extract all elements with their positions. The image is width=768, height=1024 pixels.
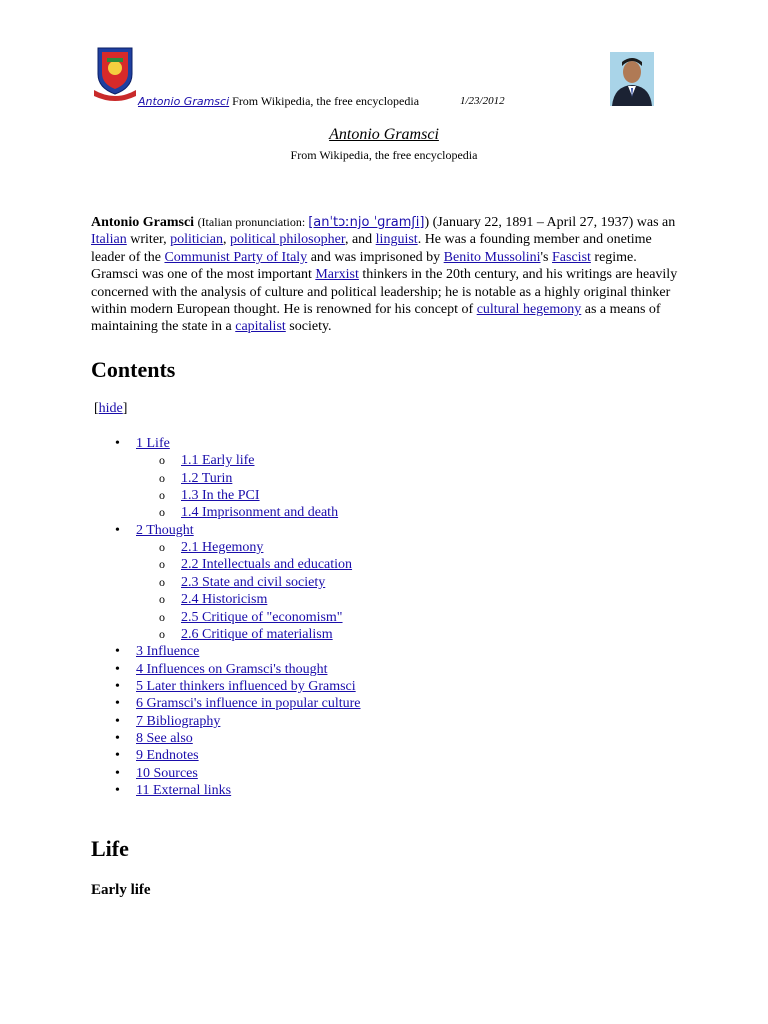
toc-item-link[interactable]: 2.6 Critique of materialism <box>181 627 333 642</box>
intro-text: writer, <box>126 232 171 248</box>
bullet-disc-icon: • <box>115 714 120 729</box>
bullet-circle-icon: o <box>159 610 165 624</box>
link-linguist[interactable]: linguist <box>375 232 418 248</box>
bullet-disc-icon: • <box>115 523 120 538</box>
bullet-circle-icon: o <box>159 471 165 485</box>
link-fascist[interactable]: Fascist <box>552 249 591 265</box>
link-politician[interactable]: politician <box>170 232 224 248</box>
header-source-text: From Wikipedia, the free encyclopedia <box>232 94 420 108</box>
bullet-disc-icon: • <box>115 731 120 746</box>
ipa-link[interactable]: [anˈtɔːnjo ˈɡramʃi] <box>308 215 425 230</box>
toc-item-link[interactable]: 1.3 In the PCI <box>181 488 260 503</box>
bullet-circle-icon: o <box>159 592 165 606</box>
bullet-disc-icon: • <box>115 696 120 711</box>
bullet-circle-icon: o <box>159 575 165 589</box>
toc-item-link[interactable]: 1.4 Imprisonment and death <box>181 505 339 520</box>
bullet-disc-icon: • <box>115 679 120 694</box>
bullet-disc-icon: • <box>115 644 120 659</box>
intro-text: , <box>223 232 231 248</box>
hide-link[interactable]: hide <box>98 401 123 416</box>
bullet-circle-icon: o <box>159 453 165 467</box>
intro-text: thinkers in the 20th century, and his writings are heavily concerned with the analysis of culture and political leadership; he is notable as a highly original thinker within modern European thought. He is renowned for his concept of <box>91 267 678 318</box>
toc-item-link[interactable]: 2.1 Hegemony <box>181 540 264 555</box>
intro-paragraph <box>91 214 681 336</box>
intro-text: , and <box>344 232 376 248</box>
contents-heading: Contents <box>91 357 176 382</box>
toc-item-link[interactable]: 5 Later thinkers influenced by Gramsci <box>136 679 356 694</box>
section-heading-life: Life <box>91 836 129 861</box>
toc-item-link[interactable]: 8 See also <box>136 731 193 746</box>
toc-toggle <box>94 401 127 417</box>
link-political-philosopher[interactable]: political philosopher <box>230 232 345 248</box>
link-mussolini[interactable]: Benito Mussolini <box>443 249 541 265</box>
toc-item-link[interactable]: 2.3 State and civil society <box>181 575 326 590</box>
toc-item-link[interactable]: 9 Endnotes <box>136 748 199 763</box>
link-capitalist[interactable]: capitalist <box>235 319 286 335</box>
intro-text: society. <box>285 319 332 335</box>
bracket-close: ] <box>122 401 128 416</box>
header-date: 1/23/2012 <box>460 95 505 107</box>
intro-text: . He was a founding member and onetime leader of the <box>91 232 652 265</box>
bullet-circle-icon: o <box>159 627 165 641</box>
intro-text: as a means of maintaining the state in a <box>91 302 661 335</box>
intro-text: 's <box>540 249 553 265</box>
toc-item-link[interactable]: 2.4 Historicism <box>181 592 268 607</box>
bullet-disc-icon: • <box>115 662 120 677</box>
toc-item-link[interactable]: 6 Gramsci's influence in popular culture <box>136 696 361 711</box>
bullet-circle-icon: o <box>159 557 165 571</box>
bullet-circle-icon: o <box>159 505 165 519</box>
article-subtitle: From Wikipedia, the free encyclopedia <box>290 148 478 162</box>
bullet-circle-icon: o <box>159 540 165 554</box>
bullet-disc-icon: • <box>115 766 120 781</box>
toc-item-link[interactable]: 10 Sources <box>136 766 198 781</box>
pronunciation-label: (Italian pronunciation: <box>197 215 309 229</box>
bullet-disc-icon: • <box>115 436 120 451</box>
toc-item-link[interactable]: 3 Influence <box>136 644 200 659</box>
toc-item-link[interactable]: 2.2 Intellectuals and education <box>181 557 353 572</box>
bullet-disc-icon: • <box>115 748 120 763</box>
article-title[interactable]: Antonio Gramsci <box>329 126 439 143</box>
profile-photo-icon <box>610 52 654 106</box>
toc-item-link[interactable]: 2 Thought <box>136 523 194 538</box>
toc-item-link[interactable]: 7 Bibliography <box>136 714 221 729</box>
bullet-disc-icon: • <box>115 783 120 798</box>
intro-text: regime. Gramsci was one of the most important <box>91 249 637 283</box>
intro-text: and was imprisoned by <box>307 249 444 265</box>
toc-item-link[interactable]: 2.5 Critique of "economism" <box>181 610 343 625</box>
toc-item-link[interactable]: 1.1 Early life <box>181 453 255 468</box>
bracket-open: [ <box>94 401 99 416</box>
link-cultural-hegemony[interactable]: cultural hegemony <box>476 302 582 318</box>
bullet-circle-icon: o <box>159 488 165 502</box>
header-line <box>138 94 419 109</box>
link-italian[interactable]: Italian <box>91 232 127 248</box>
university-crest-icon <box>92 44 138 102</box>
subject-name: Antonio Gramsci <box>91 215 195 230</box>
toc-item-link[interactable]: 1.2 Turin <box>181 471 233 486</box>
toc-item-link[interactable]: 4 Influences on Gramsci's thought <box>136 662 328 677</box>
intro-text: ) (January 22, 1891 – April 27, 1937) was an <box>424 215 676 230</box>
toc-item-link[interactable]: 1 Life <box>136 436 170 451</box>
link-communist-party[interactable]: Communist Party of Italy <box>164 249 308 265</box>
header-title-link[interactable]: Antonio Gramsci <box>138 95 230 108</box>
subsection-heading-early-life: Early life <box>91 882 151 898</box>
toc-item-link[interactable]: 11 External links <box>136 783 232 798</box>
link-marxist[interactable]: Marxist <box>315 267 359 283</box>
